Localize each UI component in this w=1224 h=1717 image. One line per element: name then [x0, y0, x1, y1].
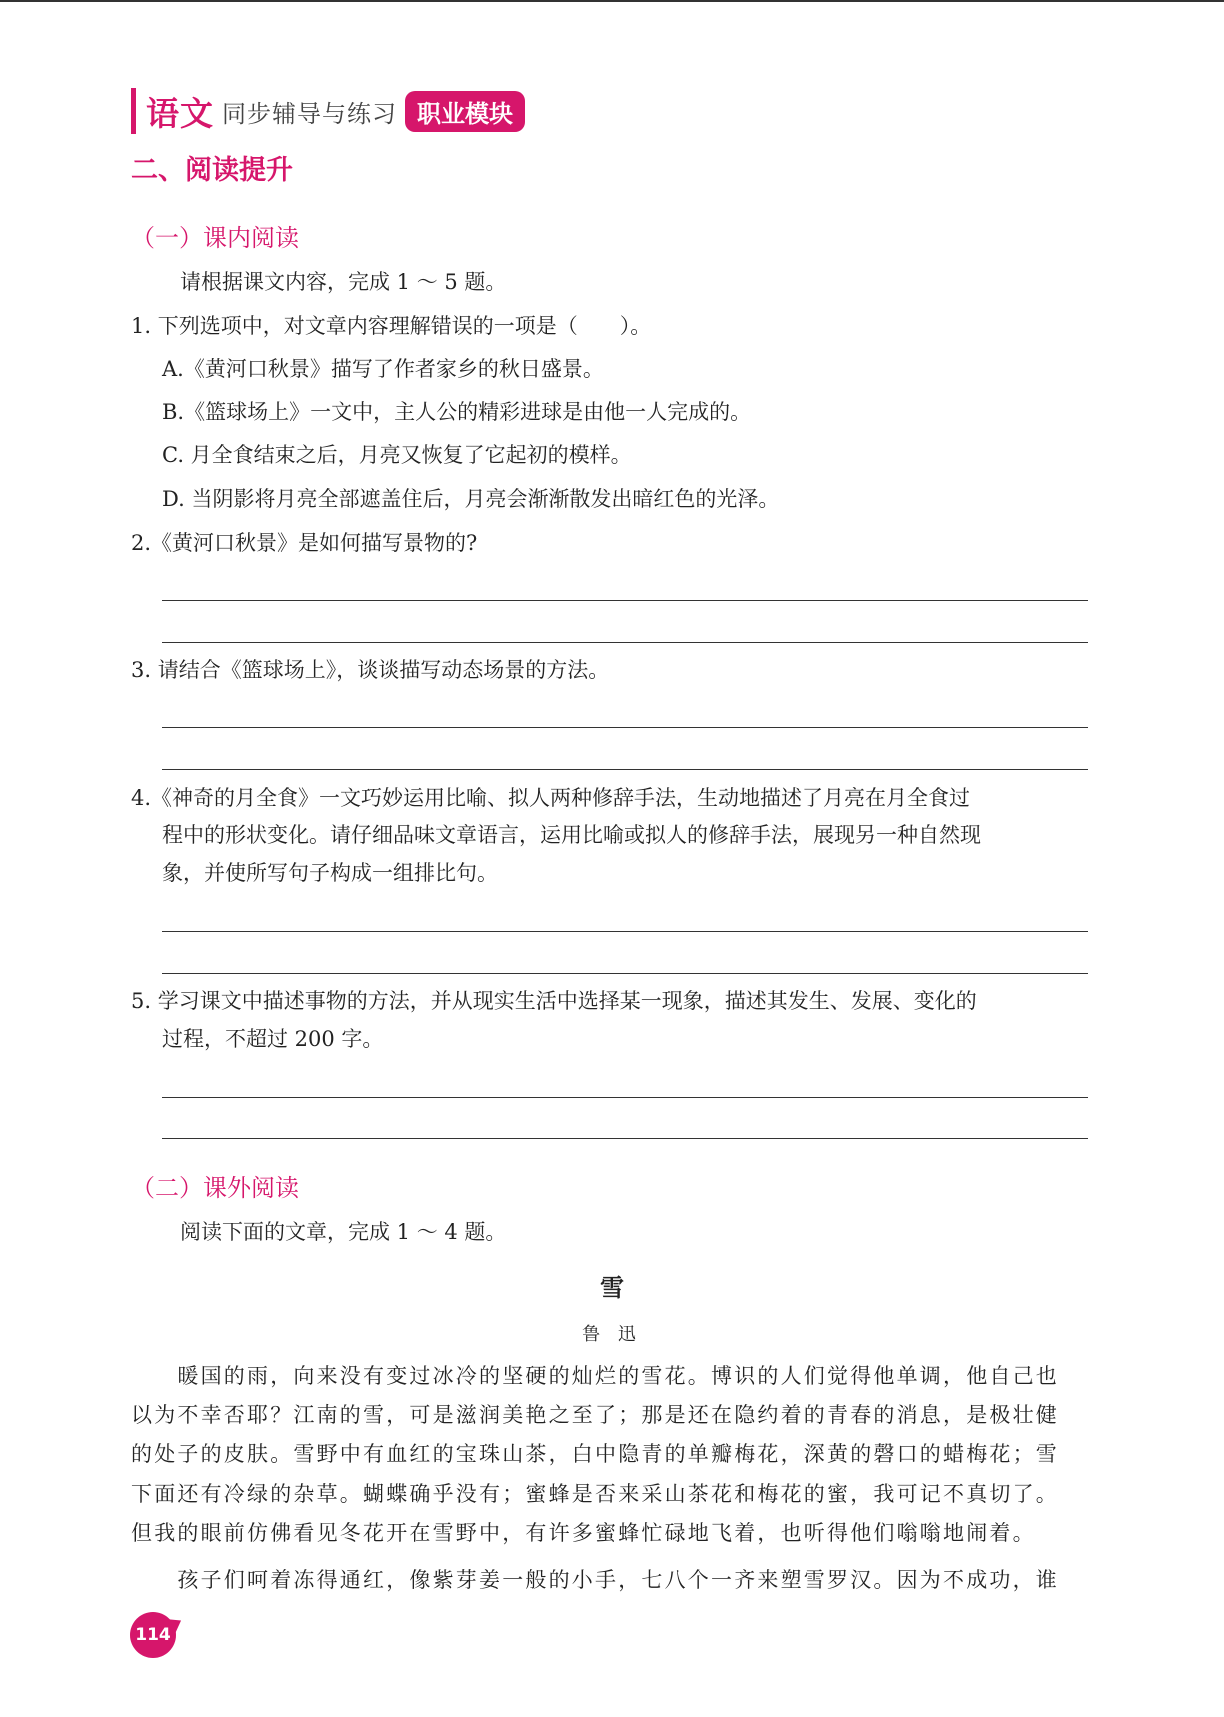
header-title: 语文 [146, 93, 214, 133]
book-header [131, 88, 525, 134]
part1-title: （一）课内阅读 [131, 224, 299, 252]
q1-option-b: B.《篮球场上》一文中，主人公的精彩进球是由他一人完成的。 [162, 400, 752, 424]
q1-option-a: A.《黄河口秋景》描写了作者家乡的秋日盛景。 [162, 357, 604, 381]
question-3: 3. 请结合《篮球场上》，谈谈描写动态场景的方法。 [131, 658, 610, 682]
header-subtitle: 同步辅导与练习 [222, 99, 397, 128]
question-1: 1. 下列选项中，对文章内容理解错误的一项是（ ）。 [131, 314, 652, 338]
answer-line[interactable] [162, 1097, 1088, 1098]
part2-instruction: 阅读下面的文章，完成 1 ～ 4 题。 [180, 1220, 507, 1244]
header-accent-bar [131, 88, 136, 134]
page-number: 114 [135, 1625, 171, 1645]
answer-line[interactable] [162, 1138, 1088, 1139]
answer-line[interactable] [162, 600, 1088, 601]
question-4-line-2: 程中的形状变化。请仔细品味文章语言，运用比喻或拟人的修辞手法，展现另一种自然现 [162, 823, 981, 847]
answer-line[interactable] [162, 931, 1088, 932]
article-line: 以为不幸否耶？江南的雪，可是滋润美艳之至了；那是还在隐约着的青春的消息，是极壮健 [131, 1403, 1059, 1427]
page-number-badge [130, 1612, 176, 1658]
question-2: 2.《黄河口秋景》是如何描写景物的? [131, 531, 478, 555]
q1-option-d: D. 当阴影将月亮全部遮盖住后，月亮会渐渐散发出暗红色的光泽。 [162, 487, 780, 511]
article-line: 孩子们呵着冻得通红，像紫芽姜一般的小手，七八个一齐来塑雪罗汉。因为不成功，谁 [131, 1568, 1059, 1592]
header-badge: 职业模块 [405, 91, 525, 132]
answer-line[interactable] [162, 642, 1088, 643]
article-line: 的处子的皮肤。雪野中有血红的宝珠山茶，白中隐青的单瓣梅花，深黄的磬口的蜡梅花；雪 [131, 1442, 1059, 1466]
answer-line[interactable] [162, 727, 1088, 728]
question-5-line-2: 过程，不超过 200 字。 [162, 1027, 384, 1051]
article-author: 鲁 迅 [582, 1324, 642, 1345]
top-rule [0, 0, 1224, 2]
section-title: 二、阅读提升 [131, 155, 293, 186]
part1-instruction: 请根据课文内容，完成 1 ～ 5 题。 [180, 270, 507, 294]
question-4-line-1: 4.《神奇的月全食》一文巧妙运用比喻、拟人两种修辞手法，生动地描述了月亮在月全食过 [131, 786, 971, 810]
question-5-line-1: 5. 学习课文中描述事物的方法，并从现实生活中选择某一现象，描述其发生、发展、变化的 [131, 989, 977, 1013]
answer-line[interactable] [162, 769, 1088, 770]
article-line: 下面还有冷绿的杂草。蝴蝶确乎没有；蜜蜂是否来采山茶花和梅花的蜜，我可记不真切了。 [131, 1482, 1059, 1506]
answer-line[interactable] [162, 973, 1088, 974]
article-title: 雪 [600, 1273, 624, 1302]
article-line: 暖国的雨，向来没有变过冰冷的坚硬的灿烂的雪花。博识的人们觉得他单调，他自己也 [131, 1364, 1059, 1388]
q1-option-c: C. 月全食结束之后，月亮又恢复了它起初的模样。 [162, 443, 632, 467]
article-line: 但我的眼前仿佛看见冬花开在雪野中，有许多蜜蜂忙碌地飞着，也听得他们嗡嗡地闹着。 [131, 1521, 1036, 1545]
part2-title: （二）课外阅读 [131, 1174, 299, 1202]
question-4-line-3: 象，并使所写句子构成一组排比句。 [162, 861, 498, 885]
